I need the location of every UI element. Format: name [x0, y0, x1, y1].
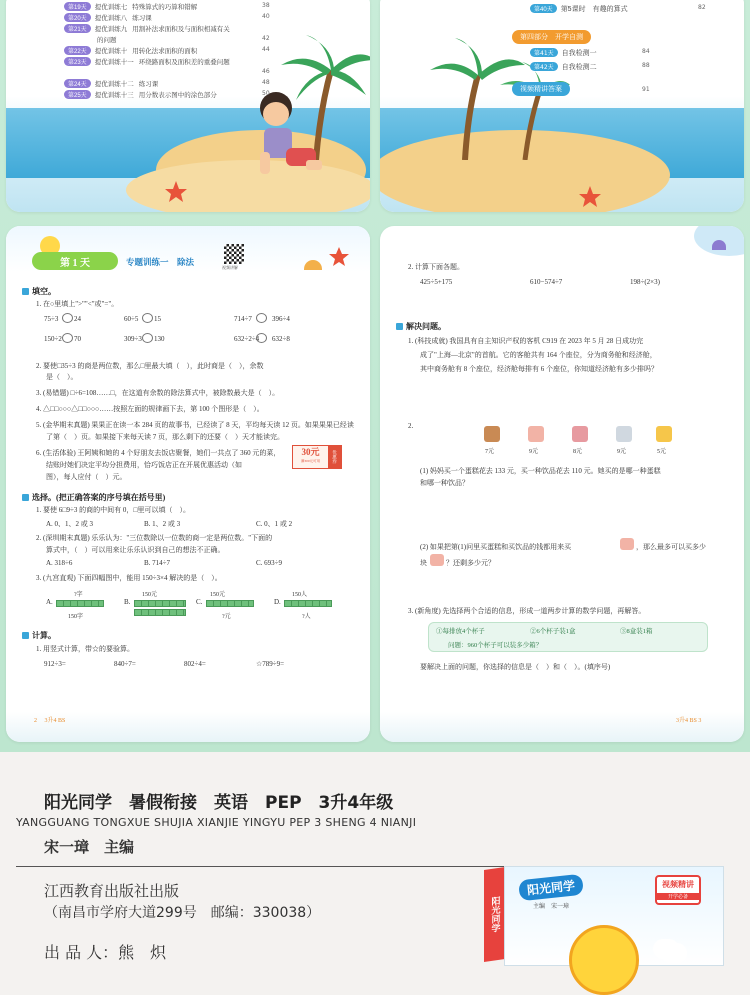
- book-pinyin: YANGGUANG TONGXUE SHUJIA XIANJIE YINGYU PEP 3 SHENG 4 NIANJI: [16, 816, 417, 829]
- compare-bubble-input[interactable]: [256, 313, 267, 323]
- toc-row: 第24天 提优训练十二 练习课: [64, 79, 158, 88]
- shell-icon: [712, 240, 726, 250]
- question-6b: 结账时她们决定平均分担费用，恰巧饭店正在开展优惠活动（如: [46, 461, 242, 469]
- qr-code-icon: [224, 244, 244, 264]
- section-fill: 填空。: [22, 286, 56, 297]
- toc-page: 48: [262, 79, 270, 86]
- toc-part4-pill: 第四部分 开学自测: [512, 30, 591, 44]
- starfish-icon: [578, 185, 602, 209]
- calc-item: 912÷3=: [44, 660, 66, 668]
- toc-row: 第23天 提优训练十一 环绕路面积及面积差的重叠问题: [64, 57, 230, 66]
- choice-option: A.: [46, 598, 53, 606]
- toc-day40: 第40天 第5课时 有趣的算式: [530, 4, 628, 14]
- question-2b: 是（ ）。: [46, 373, 78, 381]
- choice-option: B. 1、2 或 3: [144, 520, 181, 528]
- book-brand: 阳光同学: [518, 874, 584, 902]
- calc-item: 840÷7=: [114, 660, 136, 668]
- bar-label: 150人: [292, 592, 308, 598]
- bar-label: ?人: [302, 614, 311, 620]
- compare-term: 130: [154, 335, 165, 343]
- problem-2b2: ，那么最多可以买多少: [636, 543, 706, 551]
- bar-label: 150元: [210, 592, 226, 598]
- calc-item: ☆789÷9=: [256, 660, 285, 668]
- book-title: 阳光同学 暑假衔接 英语 PEP 3升4年级: [44, 793, 394, 813]
- topic-title: 专题训练一 除法: [126, 257, 195, 267]
- question-5b: 了第（ ）页。如果接下来每天读 7 页，那么剩下的还要（ ）天才能读完。: [46, 433, 284, 441]
- toc-row: 第25天 提优训练十三 用分数表示图中的涂色部分: [64, 90, 217, 99]
- compare-bubble-input[interactable]: [62, 333, 73, 343]
- compare-term: 70: [74, 335, 81, 343]
- choice-option: C. 693÷9: [256, 559, 283, 567]
- toc-right-card: [380, 0, 744, 212]
- compare-term: 632÷8: [272, 335, 290, 343]
- question-5: 5. (金华期末真题) 果果正在读一本 284 页的故事书，已经读了 8 天，平均每天读 12 页。如果果果已经读: [36, 421, 354, 429]
- book-cover: [504, 866, 724, 966]
- starfish-icon: [328, 246, 350, 268]
- choice-option: B.: [124, 598, 131, 606]
- section-calc: 计算。: [22, 630, 56, 641]
- page-number: 3升4 BS 3: [676, 718, 702, 724]
- calc-item: 425÷5+175: [420, 278, 453, 286]
- price-label: 5元: [657, 449, 667, 455]
- video-badge: 视频精讲 开学必备: [655, 875, 701, 905]
- calc-1: 1. 用竖式计算，带☆的要验算。: [36, 645, 134, 653]
- compare-bubble-input[interactable]: [256, 333, 267, 343]
- bar-diagram: [284, 600, 332, 607]
- bar-label: 150字: [68, 614, 84, 620]
- question-6: 6. (生活体验) 王阿姨和她的 4 个好朋友去饭店聚餐，她们一共点了 360 元的菜，: [36, 449, 281, 457]
- compare-term: 24: [74, 315, 81, 323]
- toc-page: 44: [262, 46, 270, 53]
- toc-row: 第19天 提优训练七 特殊算式的巧算和错解: [64, 2, 197, 11]
- choice-option: B. 714÷7: [144, 559, 171, 567]
- day-badge: 第 1 天: [32, 252, 118, 270]
- choice-2b: 算式中，（ ）可以用来让乐乐认识到自己的想法不正确。: [46, 546, 225, 554]
- right-workbook-page: [380, 226, 744, 742]
- qr-caption: 视频讲解: [222, 265, 238, 270]
- problem-2b: (2) 如果把第(1)问里买蛋糕和买饮品的钱都用来买: [420, 543, 572, 551]
- starfish-icon: [164, 180, 188, 204]
- publisher-address: （南昌市学府大道299号 邮编：330038）: [44, 905, 321, 921]
- toc-row: [64, 68, 97, 75]
- toc-page: 88: [642, 62, 650, 69]
- bar-label: ?字: [74, 592, 83, 598]
- toc-day41: 第41天 自我检测一: [530, 48, 597, 58]
- compare-term: 15: [154, 315, 161, 323]
- food-item-icon: [572, 426, 588, 442]
- coupon-image: 30元 满300元可用 优惠券: [292, 445, 342, 469]
- toc-left-card: [6, 0, 370, 212]
- choice-option: D.: [274, 598, 281, 606]
- toc-day42: 第42天 自我检测二: [530, 62, 597, 72]
- price-label: 9元: [617, 449, 627, 455]
- problem-2b3: 块: [420, 559, 427, 567]
- toc-row: 第22天 提优训练十 用转化法求面积的面积: [64, 46, 197, 55]
- choice-option: A. 318÷6: [46, 559, 73, 567]
- problem-2a2: 和哪一种饮品？: [420, 479, 469, 487]
- problem-2b4: ？还剩多少元？: [446, 559, 495, 567]
- question-6c: 图），每人应付（ ）元。: [46, 473, 127, 481]
- calc-item: 610−574÷7: [530, 278, 563, 286]
- section-choice: 选择。(把正确答案的序号填在括号里): [22, 492, 165, 503]
- calc-item: 198÷(2×3): [630, 278, 660, 286]
- problem-2a: (1) 妈妈买一个蛋糕花去 133 元，买一种饮品花去 110 元。她买的是哪一种蛋糕: [420, 467, 661, 475]
- compare-bubble-input[interactable]: [142, 313, 153, 323]
- toc-row: 第21天 提优训练九 用割补法求面积及与面积相减有关: [64, 24, 230, 33]
- compare-term: 396÷4: [272, 315, 290, 323]
- toc-page: 84: [642, 48, 650, 55]
- toc-page: 50: [262, 90, 270, 97]
- cake-icon: [430, 554, 444, 566]
- toc-row: 第20天 提优训练八 练习课: [64, 13, 152, 22]
- section-solve: 解决问题。: [396, 321, 446, 332]
- toc-page: 40: [262, 13, 270, 20]
- left-workbook-page: [6, 226, 370, 742]
- food-item-icon: [528, 426, 544, 442]
- question-1: 1. 在○里填上">""<"或"="。: [36, 300, 119, 308]
- problem-3b: 要解决上面的问题，你选择的信息是（ ）和（ ）。(填序号): [420, 663, 611, 671]
- bar-label: ?元: [222, 614, 231, 620]
- problem-2: 2.: [408, 422, 414, 430]
- question-4: 4. △□□○○○△□□○○○……按照左面的规律画下去，第 100 个图形是（ ）。: [36, 405, 264, 413]
- problem-3: 3. (新角度) 先选择两个合适的信息，形成一道两步计算的数学问题，再解答。: [408, 607, 646, 615]
- problem-1c: 其中商务舱有 8 个座位，经济舱每排有 6 个座位，你知道经济舱有多少排吗？: [420, 365, 658, 373]
- toc-row: 的问题: [97, 37, 117, 44]
- food-item-icon: [656, 426, 672, 442]
- choice-option: A. 0、1、2 或 3: [46, 520, 94, 528]
- price-label: 7元: [485, 449, 495, 455]
- info-item: ③8盒装1箱: [620, 628, 653, 635]
- problem-1: 1. (科技成就) 我国具有自主知识产权的客机 C919 在 2023 年 5 月 28 日成功完: [408, 337, 644, 345]
- food-item-icon: [484, 426, 500, 442]
- bar-label: 150元: [142, 592, 158, 598]
- question-2: 2. 要使□35÷3 的商是两位数，那么□里最大填（ ），此时商是（ ），余数: [36, 362, 264, 370]
- publisher: 江西教育出版社出版: [44, 882, 180, 900]
- problem-1b: 成了"上海—北京"的首航。它的客舱共有 164 个座位，分为商务舱和经济舱，: [420, 351, 657, 359]
- question-3: 3. (易错题) □÷6=108……□，在这道有余数的除法算式中，被除数最大是（ ）。: [36, 389, 280, 397]
- choice-1: 1. 要使 6□9÷3 的商的中间有 0，□里可以填（ ）。: [36, 506, 191, 514]
- compare-term: 60÷5: [124, 315, 139, 323]
- toc-page: 38: [262, 2, 270, 9]
- bar-diagram: [134, 600, 186, 607]
- producer: 出 品 人：熊 炽: [44, 943, 167, 962]
- bar-diagram: [206, 600, 254, 607]
- info-item: ②6个杯子装1盒: [530, 628, 576, 635]
- choice-2: 2. (深圳期末真题) 乐乐认为："三位数除以一位数的商一定是两位数。"下面的: [36, 534, 273, 542]
- compare-term: 150÷2: [44, 335, 62, 343]
- book-cover-author: 主编 宋一璋: [533, 903, 570, 910]
- page-number: 2 3升4 BS: [34, 718, 66, 724]
- bar-diagram: [56, 600, 104, 607]
- toc-answers-pill: 视频精讲答案: [512, 82, 570, 96]
- compare-bubble-input[interactable]: [62, 313, 73, 323]
- book-spine: 阳光同学: [484, 867, 506, 962]
- price-label: 8元: [573, 449, 583, 455]
- compare-term: 714÷7: [234, 315, 252, 323]
- choice-3: 3. (九宫直观) 下面四幅图中，能用 150÷3×4 解决的是（ ）。: [36, 574, 222, 582]
- book-author: 宋一璋 主编: [44, 838, 135, 856]
- toc-page: 91: [642, 86, 650, 93]
- info-item: ①每排放4个杯子: [436, 628, 485, 635]
- compare-term: 75÷3: [44, 315, 59, 323]
- choice-option: C.: [196, 598, 203, 606]
- cake-icon: [620, 538, 634, 550]
- choice-option: C. 0、1 或 2: [256, 520, 293, 528]
- toc-page: 42: [262, 35, 270, 42]
- compare-bubble-input[interactable]: [142, 333, 153, 343]
- compare-term: 309÷3: [124, 335, 142, 343]
- price-label: 9元: [529, 449, 539, 455]
- info-question: 问题：960个杯子可以装多少箱？: [448, 642, 543, 649]
- divider: [16, 866, 578, 867]
- toc-page: 46: [262, 68, 270, 75]
- sun-mascot-icon: [569, 925, 639, 995]
- compare-term: 632÷2÷4: [234, 335, 260, 343]
- boy-illustration-icon: [246, 90, 336, 200]
- calc-item: 802÷4=: [184, 660, 206, 668]
- question-2: 2. 计算下面各题。: [408, 263, 464, 271]
- toc-page: 82: [698, 4, 706, 11]
- cloud-icon: [653, 939, 679, 959]
- bar-diagram: [134, 609, 186, 616]
- food-item-icon: [616, 426, 632, 442]
